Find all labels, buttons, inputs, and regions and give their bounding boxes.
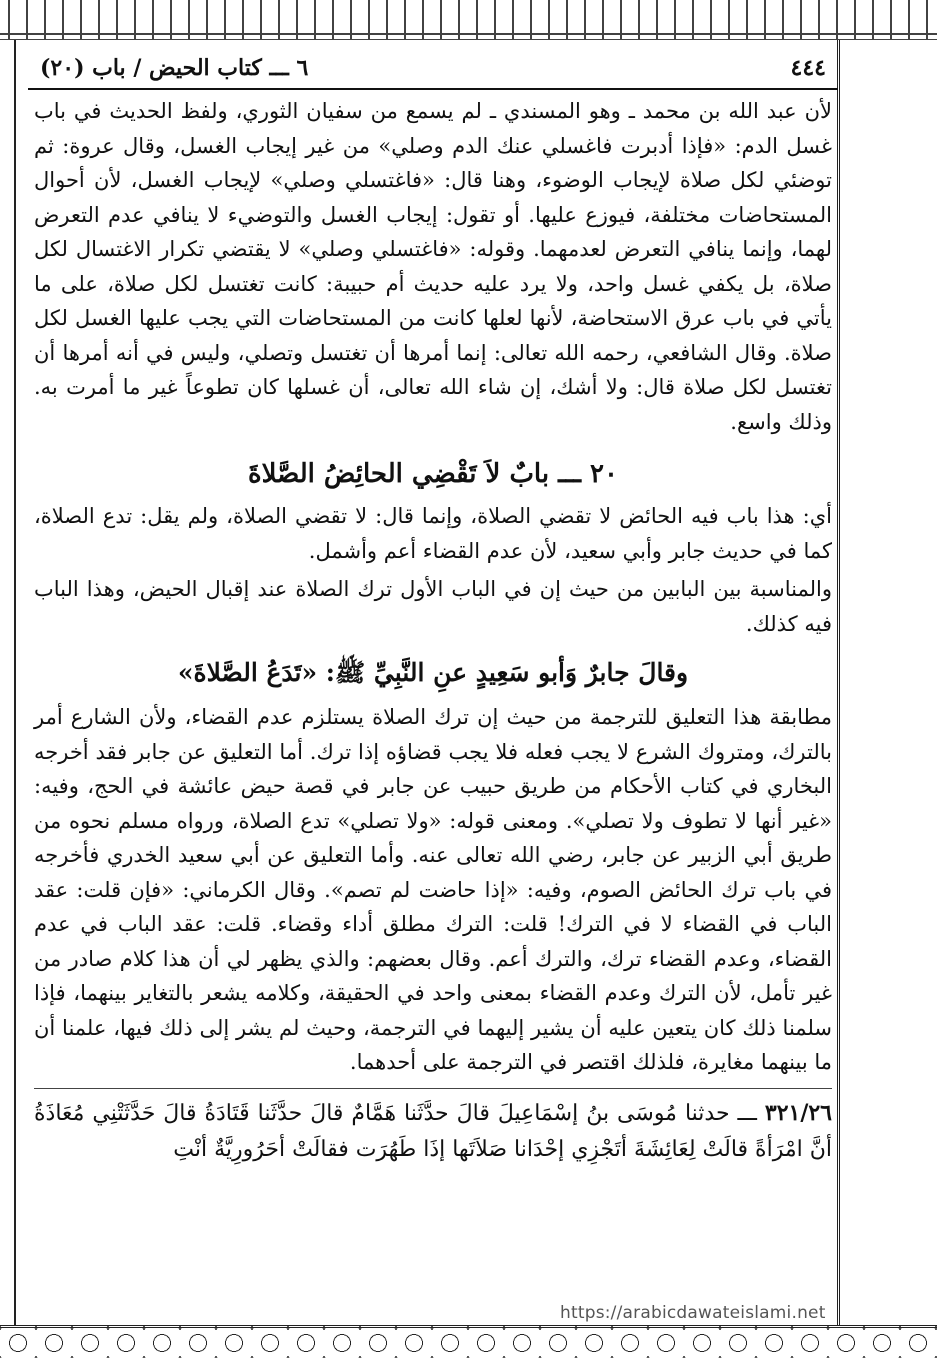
- paragraph-3: والمناسبة بين البابين من حيث إن في الباب الأول ترك الصلاة عند إقبال الحيض، وهذا الباب فيه كذلك.: [34, 577, 832, 636]
- paragraph-4: مطابقة هذا التعليق للترجمة من حيث إن ترك الصلاة يستلزم عدم القضاء، ولأن الشارع أمر بالترك، ومتروك الشرع لا يجب فعله فلا يجب قضاؤه إذا ترك. أما التعليق عن جابر فقد أخرجه البخاري في كتاب الأحكام من طريق حبيب عن جابر في قصة حيض عائشة في الحج، وفيه: «غير أنها لا تطوف ولا تصلي». ومعنى قوله: «ولا تصلي» تدع الصلاة، ورواه مسلم نحوه من طريق أبي الزبير عن جابر، رضي الله تعالى عنه. وأما التعليق عن أبي سعيد الخدري فأخرجه في باب ترك الحائض الصوم، وفيه: «إذا حاضت لم تصم». وقال الكرماني: «فإن قلت: عقد الباب في القضاء لا في الترك! قلت: الترك مطلق أداء وقضاء. قلت: عقد الباب في عدم القضاء، وعدم القضاء ترك، والترك أعم. وقال بعضهم: والذي يظهر لي أن هذا كلام صادر من غير تأمل، لأن الترك وعدم القضاء بمعنى واحد في الحقيقة، وكلامه يشعر بالتغاير بينهما، فإذا سلمنا ذلك كان يتعين عليه أن يشير إليهما في الترجمة، وحيث لم يشر إلى ذلك فيها، علمنا أن ما بينهما مغايرة، فلذلك اقتصر في الترجمة على أحدهما.: [34, 705, 832, 1074]
- hadith-number: ٣٢١/٢٦: [764, 1099, 832, 1126]
- paragraph-1: لأن عبد الله بن محمد ـ وهو المسندي ـ لم يسمع من سفيان الثوري، ولفظ الحديث في باب غسل الدم: «فإذا أدبرت فاغسلي عنك الدم وصلي» من غير إيجاب الغسل، وقال عروة: ثم توضئي لكل صلاة لإيجاب الوضوء، وهنا قال: «فاغتسلي وصلي» لإيجاب الغسل، لأن أحوال المستحاضات مختلفة، فيوزع عليها. أو تقول: إيجاب الغسل والتوضيء لا ينافي عدم التعرض لهما، وإنما ينافي التعرض لعدمهما. وقوله: «فاغتسلي وصلي» لا يقتضي تكرار الاغتسال لكل صلاة، بل يكفي غسل واحد، ولا يرد عليه حديث أم حبيبة: كانت تغتسل لكل صلاة، على ما يأتي في باب عرق الاستحاضة، لأنها لعلها كانت من المستحاضات التي يجب عليها الغسل لكل صلاة. وقال الشافعي، رحمه الله تعالى: إنما أمرها أن تغتسل وتصلي، وليس في أنه أمرها أن تغتسل لكل صلاة قال: ولا أشك، إن شاء الله تعالى، أن غسلها كان تطوعاً غير ما أمرت به. وذلك واسع.: [34, 99, 832, 434]
- quote-heading: وقالَ جابرٌ وَأبو سَعِيدٍ عنِ النَّبِيِّ ﷺ: «تَدَعُ الصَّلاةَ»: [177, 658, 689, 687]
- page-content: [28, 48, 838, 1338]
- border-ornament-strip: [837, 40, 937, 1330]
- page-border-left: [0, 40, 16, 1330]
- page-number: ٤٤٤: [790, 55, 826, 81]
- section-heading: ٢٠ ـــ بابٌ لاَ تَقْضِي الحائِضُ الصَّلاةَ: [248, 459, 618, 489]
- hadith-block: [34, 1088, 832, 1168]
- page-border-top: [0, 0, 937, 40]
- paragraph-2: أي: هذا باب فيه الحائض لا تقضي الصلاة، وإنما قال: لا تقضي الصلاة، ولم يقل: تدع الصلاة، كما في حديث جابر وأبي سعيد، لأن عدم القضاء أعم وأشمل.: [34, 504, 832, 563]
- chapter-title: ٦ ـــ كتاب الحيض / باب (٢٠): [40, 55, 309, 81]
- watermark-url: https://arabicdawateislami.net: [560, 1303, 826, 1323]
- page-border-right: [842, 40, 937, 1330]
- page-header: [28, 48, 838, 90]
- hadith-text: ـــ حدثنا مُوسَى بنُ إسْمَاعِيلَ قالَ حدَّثَنا هَمَّامٌ قالَ حدَّثَنا قَتَادَةُ قالَ حَدَّثَتْنِي مُعَاذَةُ أنَّ امْرَأةً قالَتْ لِعَائِشَةَ أتَجْزِي إحْدَانا صَلاَتَها إذَا طَهُرَت فقالَتْ أحَرُورِيَّةٌ أنْتِ: [34, 1100, 832, 1162]
